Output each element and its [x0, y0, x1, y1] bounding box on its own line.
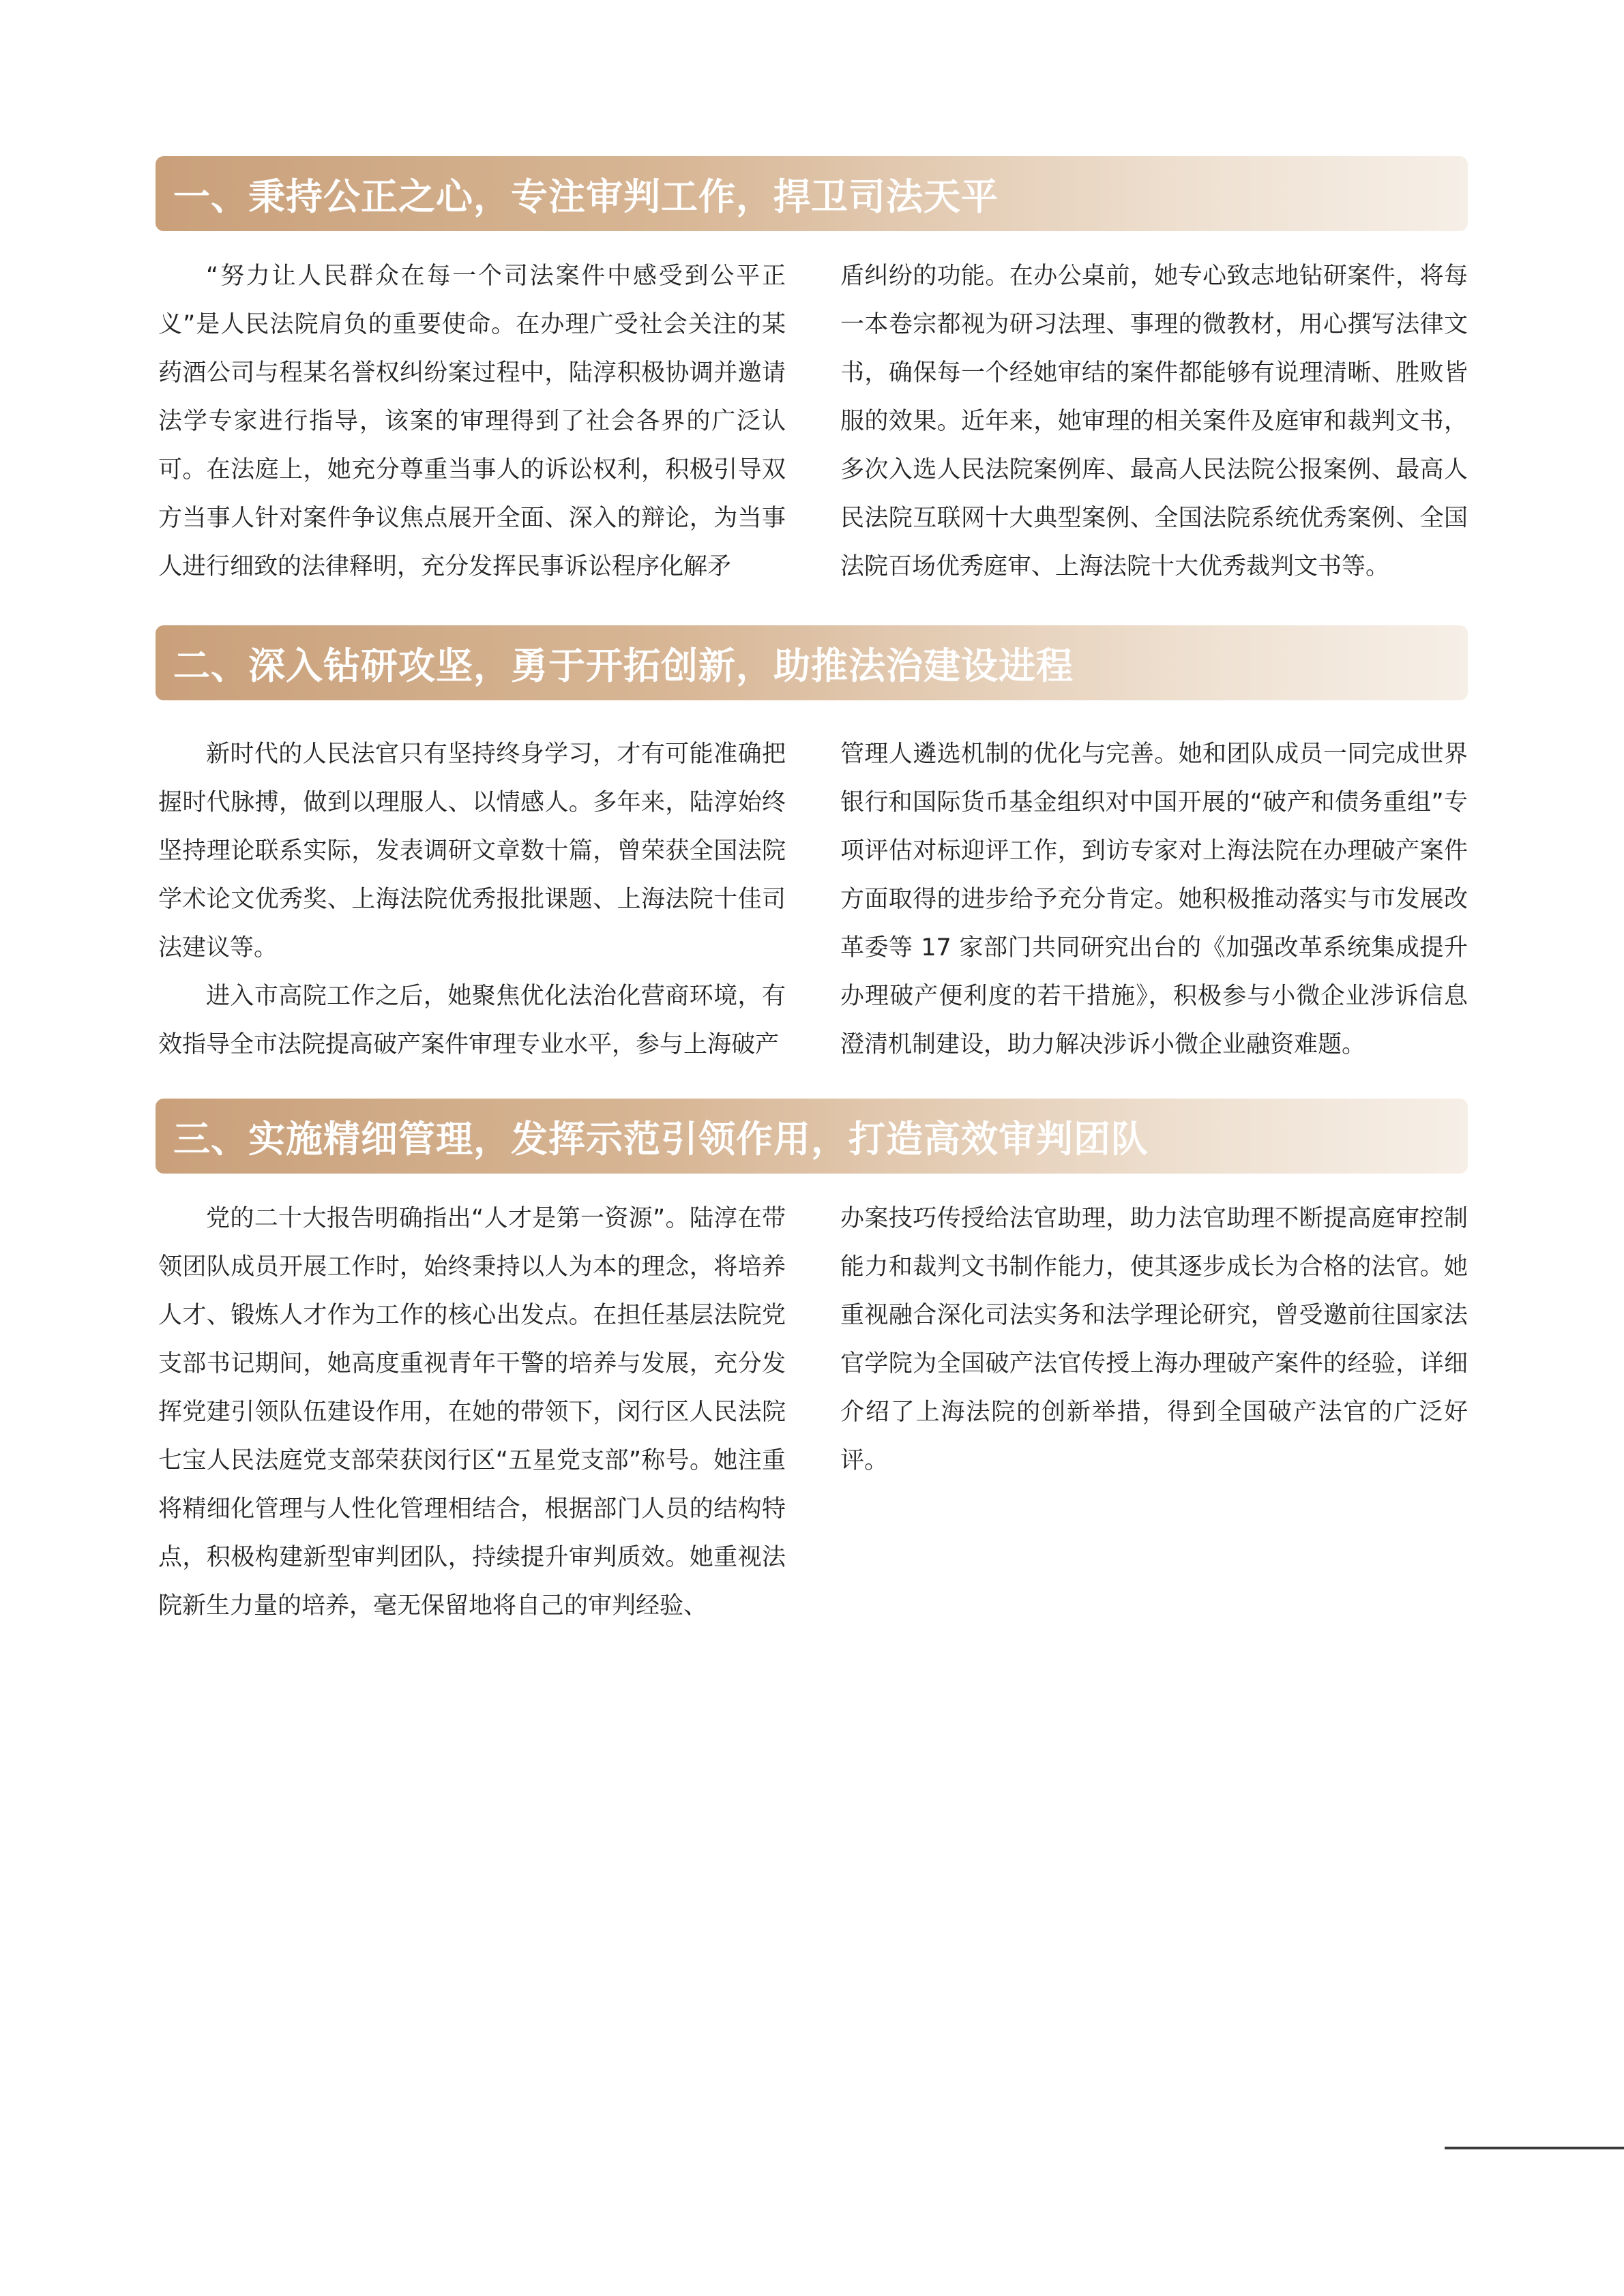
page-footer-rule — [1445, 2147, 1624, 2149]
paragraph: 党的二十大报告明确指出“人才是第一资源”。陆淳在带领团队成员开展工作时，始终秉持以人为本的理念，将培养人才、锻炼人才作为工作的核心出发点。在担任基层法院党支部书记期间，她高度重视青年干警的培养与发展，充分发挥党建引领队伍建设作用，在她的带领下，闵行区人民法院七宝人民法庭党支部荣获闵行区“五星党支部”称号。她注重将精细化管理与人性化管理相结合，根据部门人员的结构特点，积极构建新型审判团队，持续提升审判质效。她重视法院新生力量的培养，毫无保留地将自己的审判经验、 — [158, 1205, 786, 1620]
section-2-header — [156, 625, 1468, 700]
paragraph: “努力让人民群众在每一个司法案件中感受到公平正义”是人民法院肩负的重要使命。在办理广受社会关注的某药酒公司与程某名誉权纠纷案过程中，陆淳积极协调并邀请法学专家进行指导，该案的审理得到了社会各界的广泛认可。在法庭上，她充分尊重当事人的诉讼权利，积极引导双方当事人针对案件争议焦点展开全面、深入的辩论，为当事人进行细致的法律释明，充分发挥民事诉讼程序化解矛 — [158, 263, 786, 580]
section-1-header — [156, 156, 1468, 231]
section-1-title: 一、秉持公正之心，专注审判工作，捍卫司法天平 — [173, 175, 999, 218]
paragraph: 办案技巧传授给法官助理，助力法官助理不断提高庭审控制能力和裁判文书制作能力，使其逐步成长为合格的法官。她重视融合深化司法实务和法学理论研究，曾受邀前往国家法官学院为全国破产法官传授上海办理破产案件的经验，详细介绍了上海法院的创新举措，得到全国破产法官的广泛好评。 — [840, 1205, 1468, 1474]
section-1-right-column — [840, 252, 1468, 591]
section-2-left-column — [158, 730, 786, 1069]
section-2-title: 二、深入钻研攻坚，勇于开拓创新，助推法治建设进程 — [173, 644, 1074, 687]
section-3-right-column — [840, 1195, 1468, 1485]
paragraph: 管理人遴选机制的优化与完善。她和团队成员一同完成世界银行和国际货币基金组织对中国开展的“破产和债务重组”专项评估对标迎评工作，到访专家对上海法院在办理破产案件方面取得的进步给予充分肯定。她积极推动落实与市发展改革委等 17 家部门共同研究出台的《加强改革系统集成提升办理破产便利度的若干措施》，积极参与小微企业涉诉信息澄清机制建设，助力解决涉诉小微企业融资难题。 — [840, 741, 1468, 1058]
section-1-left-column — [158, 252, 786, 591]
section-3-title: 三、实施精细管理，发挥示范引领作用，打造高效审判团队 — [173, 1117, 1149, 1161]
section-3-header — [156, 1099, 1468, 1174]
section-2-right-column — [840, 730, 1468, 1069]
paragraph: 进入市高院工作之后，她聚焦优化法治化营商环境，有效指导全市法院提高破产案件审理专业水平，参与上海破产 — [158, 983, 786, 1058]
section-3-left-column — [158, 1195, 786, 1630]
paragraph: 盾纠纷的功能。在办公桌前，她专心致志地钻研案件，将每一本卷宗都视为研习法理、事理的微教材，用心撰写法律文书，确保每一个经她审结的案件都能够有说理清晰、胜败皆服的效果。近年来，她审理的相关案件及庭审和裁判文书，多次入选人民法院案例库、最高人民法院公报案例、最高人民法院互联网十大典型案例、全国法院系统优秀案例、全国法院百场优秀庭审、上海法院十大优秀裁判文书等。 — [840, 263, 1468, 580]
paragraph: 新时代的人民法官只有坚持终身学习，才有可能准确把握时代脉搏，做到以理服人、以情感人。多年来，陆淳始终坚持理论联系实际，发表调研文章数十篇，曾荣获全国法院学术论文优秀奖、上海法院优秀报批课题、上海法院十佳司法建议等。 — [158, 741, 786, 961]
